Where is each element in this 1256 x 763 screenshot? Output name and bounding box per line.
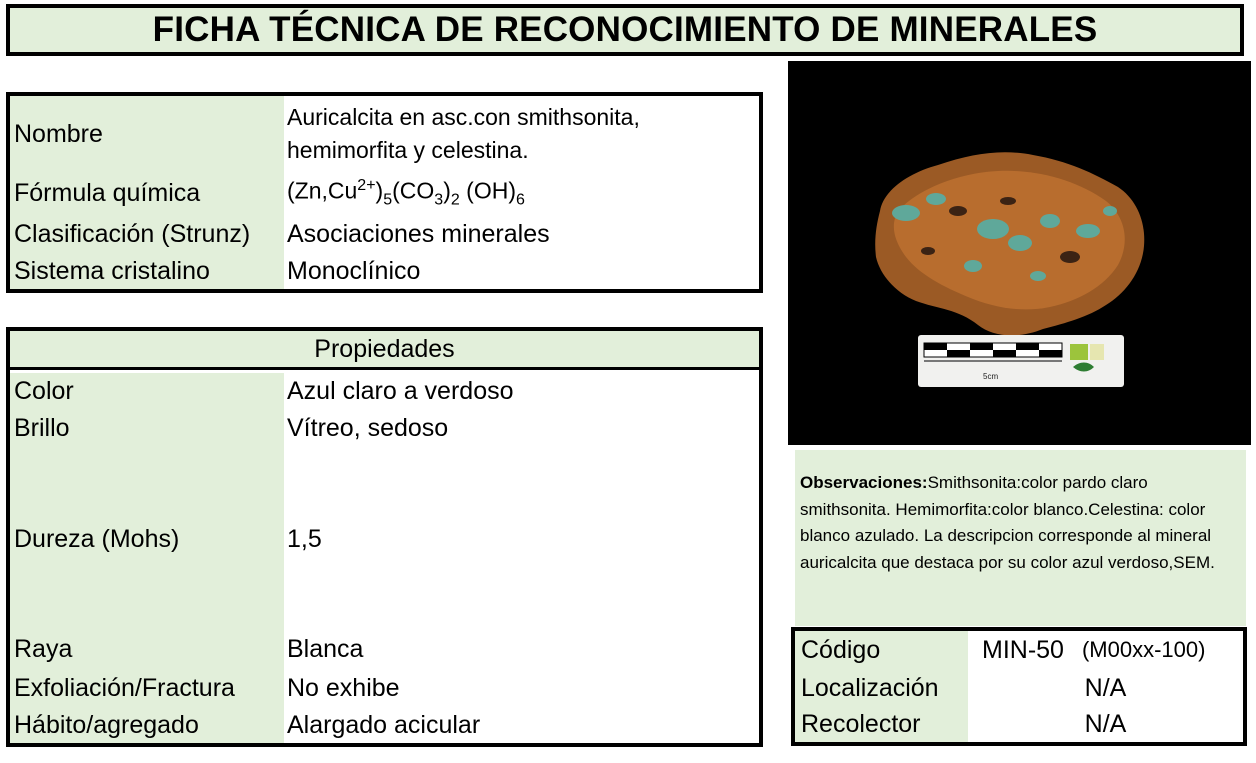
mineral-photo	[788, 61, 1251, 445]
row-exfoliacion	[10, 669, 759, 707]
scale-label: 5cm	[983, 372, 999, 381]
observations-text: Smithsonita:color pardo claro smithsonita. Hemimorfita:color blanco.Celestina: color blanco azulado. La descripcion corresponde al mineral auricalcita que destaca por su color azul verdoso,SEM.	[800, 473, 1215, 572]
observations-label: Observaciones:	[800, 473, 928, 492]
title-banner	[6, 4, 1244, 56]
brillo-label: Brillo	[10, 409, 284, 448]
row-color	[10, 373, 759, 409]
code-table	[791, 627, 1247, 746]
raya-value: Blanca	[287, 635, 364, 663]
clasificacion-value: Asociaciones minerales	[287, 219, 550, 248]
nombre-value	[287, 96, 759, 172]
row-raya	[10, 630, 759, 669]
identification-table	[6, 92, 763, 293]
clasificacion-label: Clasificación (Strunz)	[10, 214, 284, 254]
sistema-label: Sistema cristalino	[10, 254, 284, 289]
codigo-label: Código	[795, 631, 968, 669]
row-localizacion	[795, 669, 1243, 707]
row-nombre	[10, 96, 759, 172]
raya-label: Raya	[10, 630, 284, 669]
row-formula	[10, 172, 759, 214]
recolector-label: Recolector	[795, 707, 968, 742]
formula-text: $(Zn,Cu^{2+})_5(CO_3)_2$ $(OH)_6$	[287, 176, 525, 209]
exfoliacion-value: No exhibe	[287, 673, 400, 702]
row-dureza	[10, 448, 759, 630]
localizacion-label: Localización	[795, 669, 968, 707]
codigo-value-cell	[968, 631, 1243, 669]
nombre-value-line1: Auricalcita en asc.con smithsonita,	[287, 104, 640, 130]
formula-value	[287, 172, 759, 214]
row-clasificacion	[10, 214, 759, 254]
habito-label: Hábito/agregado	[10, 707, 284, 743]
page-title: FICHA TÉCNICA DE RECONOCIMIENTO DE MINERALES	[152, 10, 1098, 49]
color-label: Color	[10, 373, 284, 409]
exfoliacion-label: Exfoliación/Fractura	[10, 669, 284, 707]
nombre-value-line2: hemimorfita y celestina.	[287, 137, 529, 163]
row-sistema	[10, 254, 759, 289]
row-habito	[10, 707, 759, 743]
localizacion-value: N/A	[1084, 673, 1127, 702]
formula-label: Fórmula química	[10, 172, 284, 214]
color-value: Azul claro a verdoso	[287, 376, 514, 405]
nombre-label: Nombre	[10, 96, 284, 172]
row-brillo	[10, 409, 759, 448]
recolector-value: N/A	[1084, 710, 1127, 738]
observations-box	[795, 450, 1246, 626]
row-recolector	[795, 707, 1243, 742]
dureza-label: Dureza (Mohs)	[10, 448, 284, 630]
brillo-value: Vítreo, sedoso	[287, 414, 449, 442]
mineral-specimen-image	[788, 61, 1251, 445]
properties-header: Propiedades	[10, 331, 759, 370]
row-codigo	[795, 631, 1243, 669]
codigo-value: MIN-50	[982, 635, 1064, 664]
codigo-hint: (M00xx-100)	[1081, 637, 1206, 662]
sistema-value: Monoclínico	[287, 257, 421, 285]
habito-value: Alargado acicular	[287, 710, 481, 739]
properties-table	[6, 327, 763, 747]
dureza-value: 1,5	[287, 524, 322, 553]
